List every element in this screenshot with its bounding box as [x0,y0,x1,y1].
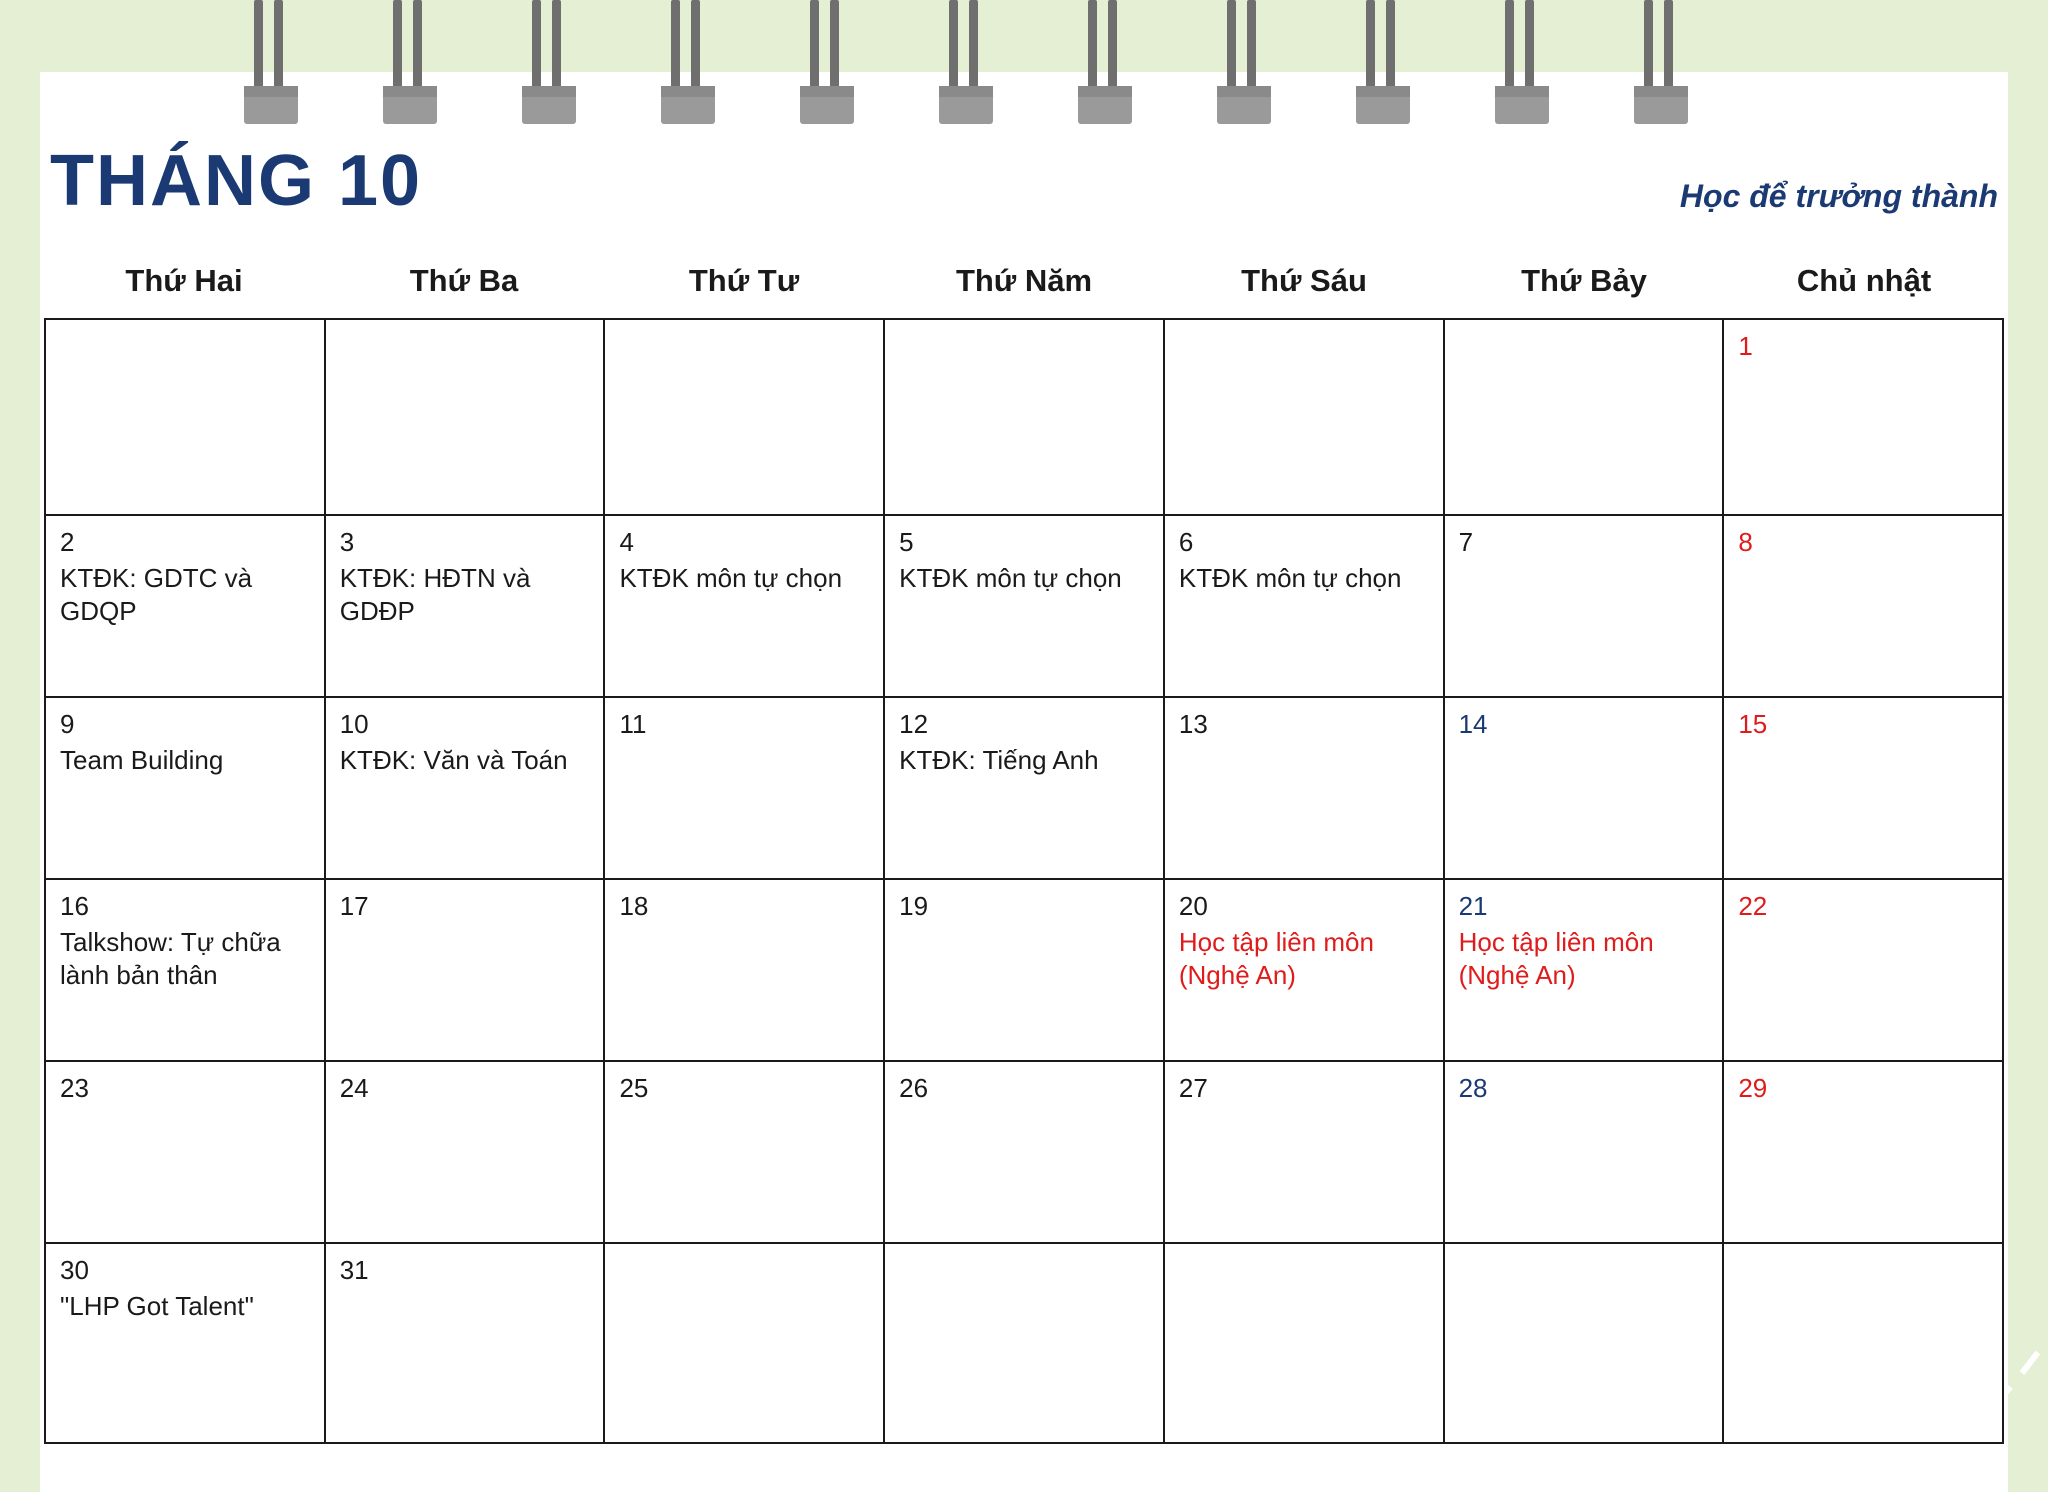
calendar-day-cell[interactable] [46,1244,326,1444]
day-number: 25 [619,1073,649,1103]
calendar-day-cell[interactable] [1445,1062,1725,1244]
day-event-text: KTĐK: GDTC và GDQP [60,563,253,626]
calendar-day-cell[interactable] [326,1244,606,1444]
day-number: 16 [60,891,89,921]
weekday-header-6: Chủ nhật [1796,263,1932,298]
day-number: 31 [339,1255,369,1285]
calendar-day-cell[interactable] [1445,1244,1725,1444]
calendar-day-cell[interactable] [1445,320,1725,516]
calendar-day-cell[interactable] [1724,320,2004,516]
calendar-day-cell[interactable] [885,698,1165,880]
day-event-text: KTĐK môn tự chọn [899,563,1122,593]
day-number: 15 [1738,709,1768,739]
calendar-day-cell[interactable] [326,1062,606,1244]
calendar-day-cell[interactable] [1445,880,1725,1062]
calendar-day-cell[interactable] [1445,698,1725,880]
calendar-day-cell[interactable] [885,1062,1165,1244]
day-number: 11 [619,709,647,739]
calendar-week-row [46,1062,2004,1244]
day-number: 23 [60,1073,89,1103]
calendar-week-row [46,880,2004,1062]
day-event-text: Học tập liên môn (Nghệ An) [1458,927,1654,990]
day-number: 26 [899,1073,929,1103]
day-number: 19 [899,891,929,921]
calendar-day-cell[interactable] [1724,516,2004,698]
weekday-header-1: Thứ Ba [409,263,519,298]
day-number: 10 [339,709,369,739]
calendar-day-cell[interactable] [885,1244,1165,1444]
calendar-day-cell[interactable] [1724,880,2004,1062]
calendar-day-cell[interactable] [1165,698,1445,880]
day-number: 18 [619,891,649,921]
calendar-week-row [46,698,2004,880]
calendar-day-cell[interactable] [1445,516,1725,698]
day-event-text: Talkshow: Tự chữa lành bản thân [60,927,281,990]
day-event-text: KTĐK: HĐTN và GDĐP [339,563,531,626]
calendar-grid [44,318,2004,1444]
calendar-day-cell[interactable] [885,516,1165,698]
weekday-header-4: Thứ Sáu [1241,263,1367,298]
day-number: 30 [60,1255,89,1285]
calendar-day-cell[interactable] [326,880,606,1062]
day-event-text: KTĐK môn tự chọn [619,563,843,593]
day-number: 8 [1738,527,1753,557]
calendar-day-cell[interactable] [605,516,885,698]
day-number: 24 [339,1073,369,1103]
page-title: THÁNG 10 [50,141,423,221]
calendar-day-cell[interactable] [1724,698,2004,880]
calendar-day-cell[interactable] [605,1244,885,1444]
day-number: 22 [1738,891,1768,921]
day-event-text: KTĐK môn tự chọn [1178,563,1402,593]
weekday-header-5: Thứ Bảy [1521,263,1647,298]
calendar-day-cell[interactable] [605,320,885,516]
weekday-header-0: Thứ Hai [125,263,243,298]
calendar-day-cell[interactable] [885,320,1165,516]
day-number: 6 [1178,527,1194,557]
calendar-day-cell[interactable] [46,698,326,880]
calendar-day-cell[interactable] [1165,516,1445,698]
day-number: 12 [899,709,929,739]
day-event-text: KTĐK: Tiếng Anh [899,745,1099,775]
day-number: 5 [899,527,914,557]
calendar-day-cell[interactable] [326,516,606,698]
calendar-header [40,140,2008,240]
calendar-day-cell[interactable] [46,516,326,698]
calendar-day-cell[interactable] [46,880,326,1062]
day-number: 1 [1738,331,1753,361]
calendar-day-cell[interactable] [326,320,606,516]
calendar-table [44,256,2004,1444]
calendar-week-row [46,516,2004,698]
day-event-text: Học tập liên môn (Nghệ An) [1178,927,1374,990]
calendar-day-cell[interactable] [1165,1244,1445,1444]
calendar-week-row [46,320,2004,516]
day-number: 3 [339,527,355,557]
calendar-day-cell[interactable] [1165,1062,1445,1244]
day-number: 27 [1178,1073,1208,1103]
calendar-day-cell[interactable] [326,698,606,880]
day-number: 4 [619,527,634,557]
day-event-text: "LHP Got Talent" [60,1291,254,1321]
day-number: 29 [1738,1073,1768,1103]
day-number: 13 [1178,709,1208,739]
day-number: 2 [60,527,75,557]
calendar-day-cell[interactable] [1165,880,1445,1062]
calendar-day-cell[interactable] [1165,320,1445,516]
day-number: 9 [60,709,75,739]
calendar-day-cell[interactable] [46,320,326,516]
calendar-day-cell[interactable] [46,1062,326,1244]
calendar-day-cell[interactable] [605,880,885,1062]
weekday-header-row [44,256,2004,318]
weekday-header-2: Thứ Tư [688,263,800,298]
slogan-text: Học để trưởng thành [1679,178,1998,214]
calendar-day-cell[interactable] [1724,1244,2004,1444]
day-number: 20 [1178,891,1208,921]
day-number: 7 [1458,527,1474,557]
day-event-text: KTĐK: Văn và Toán [339,745,568,775]
calendar-week-row [46,1244,2004,1444]
day-number: 14 [1458,709,1488,739]
weekday-header-3: Thứ Năm [955,263,1093,298]
calendar-day-cell[interactable] [605,1062,885,1244]
day-number: 17 [339,891,369,921]
day-event-text: Team Building [60,745,224,775]
calendar-day-cell[interactable] [1724,1062,2004,1244]
calendar-day-cell[interactable] [885,880,1165,1062]
day-number: 21 [1458,891,1488,921]
calendar-day-cell[interactable] [605,698,885,880]
day-number: 28 [1458,1073,1488,1103]
